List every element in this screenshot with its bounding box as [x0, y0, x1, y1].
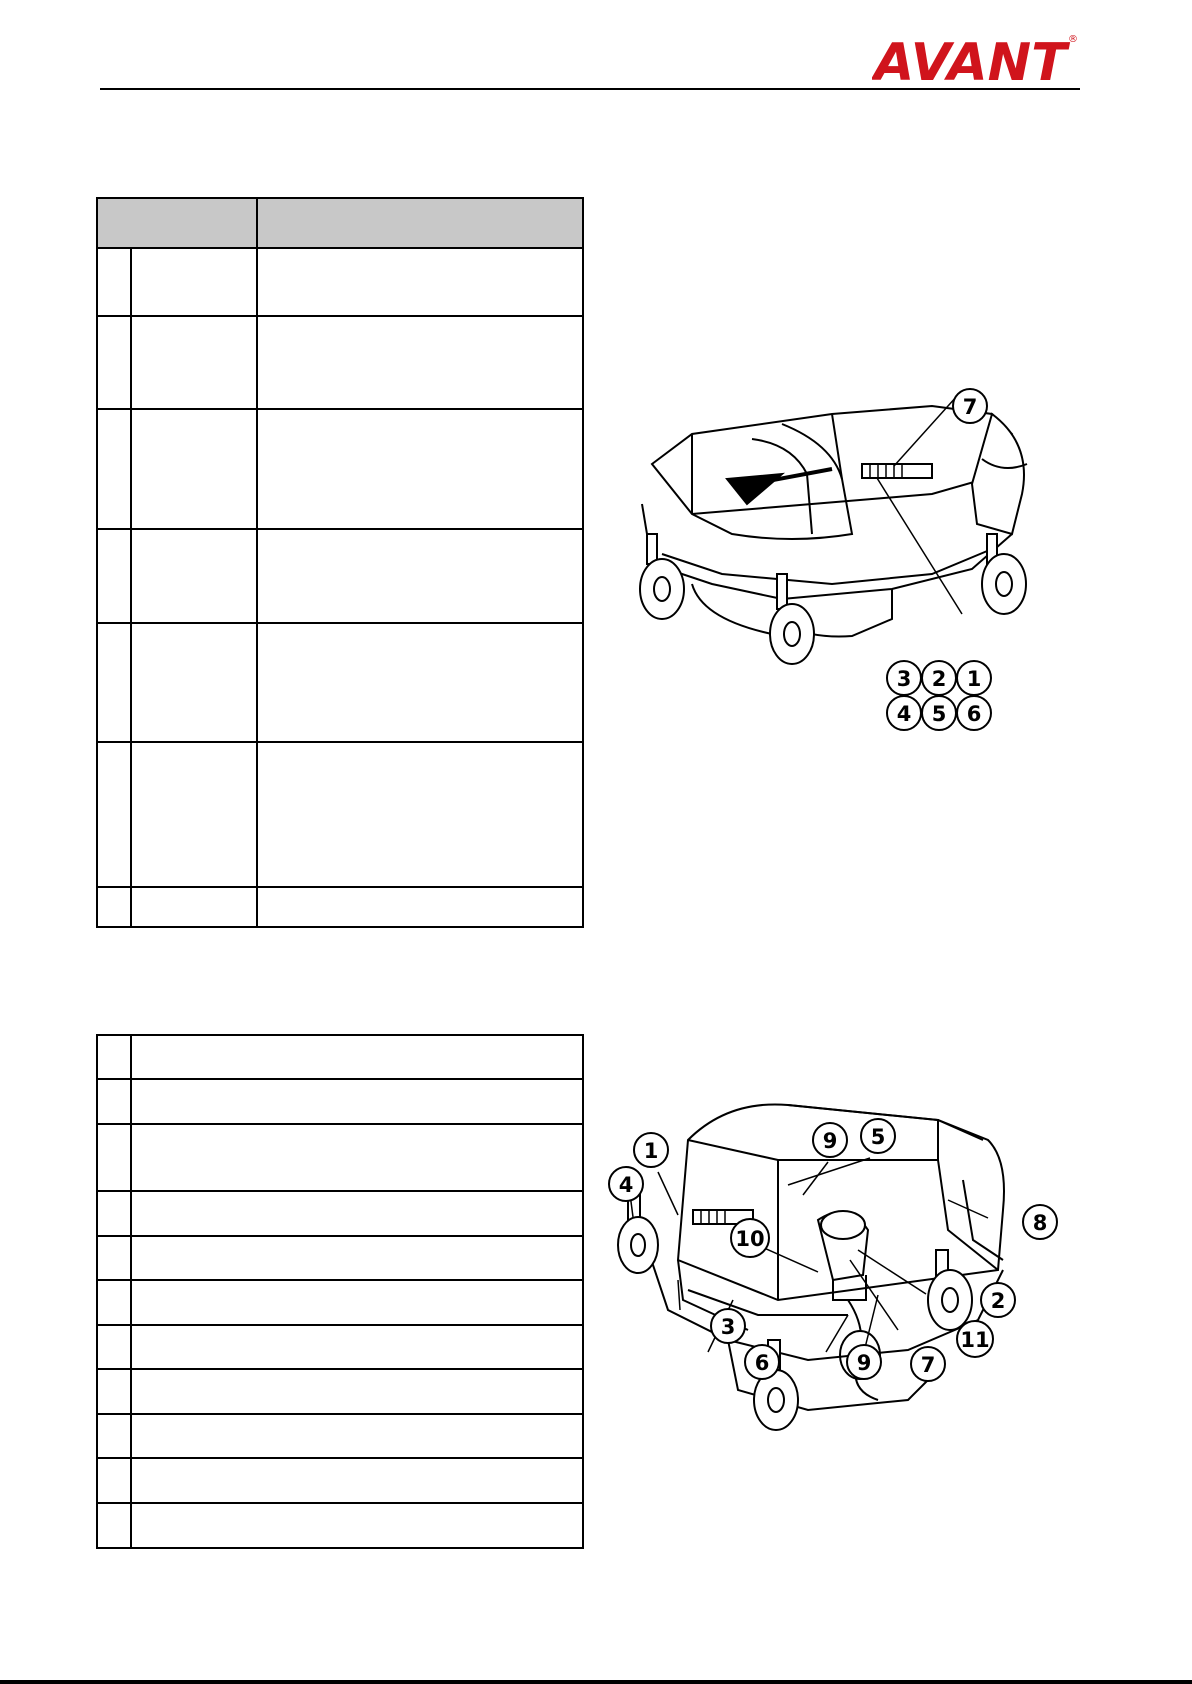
row-number [97, 742, 131, 887]
svg-text:6: 6 [754, 1351, 770, 1375]
row-number [97, 316, 131, 409]
callout-4 [609, 1167, 643, 1201]
svg-text:10: 10 [735, 1227, 765, 1251]
table-row [97, 248, 583, 316]
callout-3 [887, 661, 921, 695]
row-name [131, 742, 257, 887]
collector-front-illustration [632, 384, 1052, 734]
row-number [97, 248, 131, 316]
callout-10 [731, 1219, 769, 1257]
row-name [131, 316, 257, 409]
row-number [97, 1124, 131, 1191]
parts-table-1 [96, 197, 584, 928]
svg-text:3: 3 [896, 667, 912, 691]
row-number [97, 623, 131, 742]
callout-2 [981, 1283, 1015, 1317]
svg-text:9: 9 [822, 1129, 838, 1153]
svg-text:6: 6 [966, 702, 982, 726]
table-row [97, 409, 583, 529]
table-row [97, 1325, 583, 1369]
registered-mark: ® [1068, 34, 1078, 45]
table-header-cell [257, 198, 583, 248]
svg-text:7: 7 [920, 1353, 936, 1377]
table-row [97, 742, 583, 887]
row-number [97, 529, 131, 623]
row-number [97, 1325, 131, 1369]
caster-front-left [640, 534, 684, 619]
row-name [131, 529, 257, 623]
callout-8 [1023, 1205, 1057, 1239]
callout-5 [922, 696, 956, 730]
row-number [97, 1503, 131, 1548]
row-description [257, 742, 583, 887]
machine-drawing [640, 396, 1027, 664]
row-description [257, 529, 583, 623]
callout-1 [634, 1133, 668, 1167]
callout-3 [711, 1309, 745, 1343]
row-description [131, 1035, 583, 1079]
callout-6 [745, 1345, 779, 1379]
parts-table-2 [96, 1034, 584, 1549]
svg-text:2: 2 [931, 667, 947, 691]
svg-text:7: 7 [962, 395, 978, 419]
svg-text:5: 5 [870, 1125, 886, 1149]
row-description [257, 887, 583, 927]
svg-text:2: 2 [990, 1289, 1006, 1313]
callout-5 [861, 1119, 895, 1153]
row-description [257, 409, 583, 529]
caster-front-right [770, 574, 814, 664]
row-number [97, 1458, 131, 1503]
row-number [97, 1236, 131, 1280]
table-header-cell [97, 198, 257, 248]
svg-text:8: 8 [1032, 1211, 1048, 1235]
table-row [97, 1503, 583, 1548]
footer-rule [0, 1680, 1192, 1684]
collector-rear-illustration [608, 1100, 1064, 1530]
logo-wordmark: AVANT [874, 33, 1067, 86]
row-description [131, 1280, 583, 1325]
row-description [131, 1325, 583, 1369]
svg-text:4: 4 [618, 1173, 634, 1197]
table-row [97, 887, 583, 927]
callout-1 [957, 661, 991, 695]
row-number [97, 409, 131, 529]
row-description [131, 1124, 583, 1191]
table-row [97, 1280, 583, 1325]
callout-9-bottom [847, 1345, 881, 1379]
caster-left [618, 1195, 658, 1273]
table-header-row [97, 198, 583, 248]
row-description [131, 1414, 583, 1458]
table-row [97, 1414, 583, 1458]
table-row [97, 1191, 583, 1236]
row-number [97, 1191, 131, 1236]
row-description [131, 1369, 583, 1414]
table-row [97, 1236, 583, 1280]
row-number [97, 1035, 131, 1079]
table-row [97, 1124, 583, 1191]
svg-text:4: 4 [896, 702, 912, 726]
row-name [131, 248, 257, 316]
row-name [131, 887, 257, 927]
svg-text:5: 5 [931, 702, 947, 726]
row-name [131, 409, 257, 529]
svg-text:1: 1 [643, 1139, 659, 1163]
table-row [97, 316, 583, 409]
table-row [97, 1369, 583, 1414]
row-description [257, 623, 583, 742]
svg-text:11: 11 [960, 1328, 990, 1352]
svg-text:3: 3 [720, 1315, 736, 1339]
table-row [97, 1035, 583, 1079]
callout-2 [922, 661, 956, 695]
callout-6 [957, 696, 991, 730]
header-rule [100, 88, 1080, 90]
table-row [97, 1079, 583, 1124]
row-number [97, 1079, 131, 1124]
callout-7 [953, 389, 987, 423]
table-row [97, 529, 583, 623]
machine-drawing [618, 1104, 1004, 1430]
svg-text:9: 9 [856, 1351, 872, 1375]
row-description [131, 1458, 583, 1503]
row-description [257, 316, 583, 409]
row-description [257, 248, 583, 316]
row-number [97, 1369, 131, 1414]
callout-9-top [813, 1123, 847, 1157]
row-description [131, 1191, 583, 1236]
table-row [97, 623, 583, 742]
row-number [97, 1414, 131, 1458]
caster-rear-right [982, 534, 1026, 614]
row-description [131, 1503, 583, 1548]
callout-11 [957, 1321, 993, 1357]
row-description [131, 1236, 583, 1280]
row-number [97, 1280, 131, 1325]
avant-logo [872, 30, 1082, 86]
svg-text:1: 1 [966, 667, 982, 691]
callout-4 [887, 696, 921, 730]
callout-7 [911, 1347, 945, 1381]
row-name [131, 623, 257, 742]
table-row [97, 1458, 583, 1503]
row-description [131, 1079, 583, 1124]
row-number [97, 887, 131, 927]
